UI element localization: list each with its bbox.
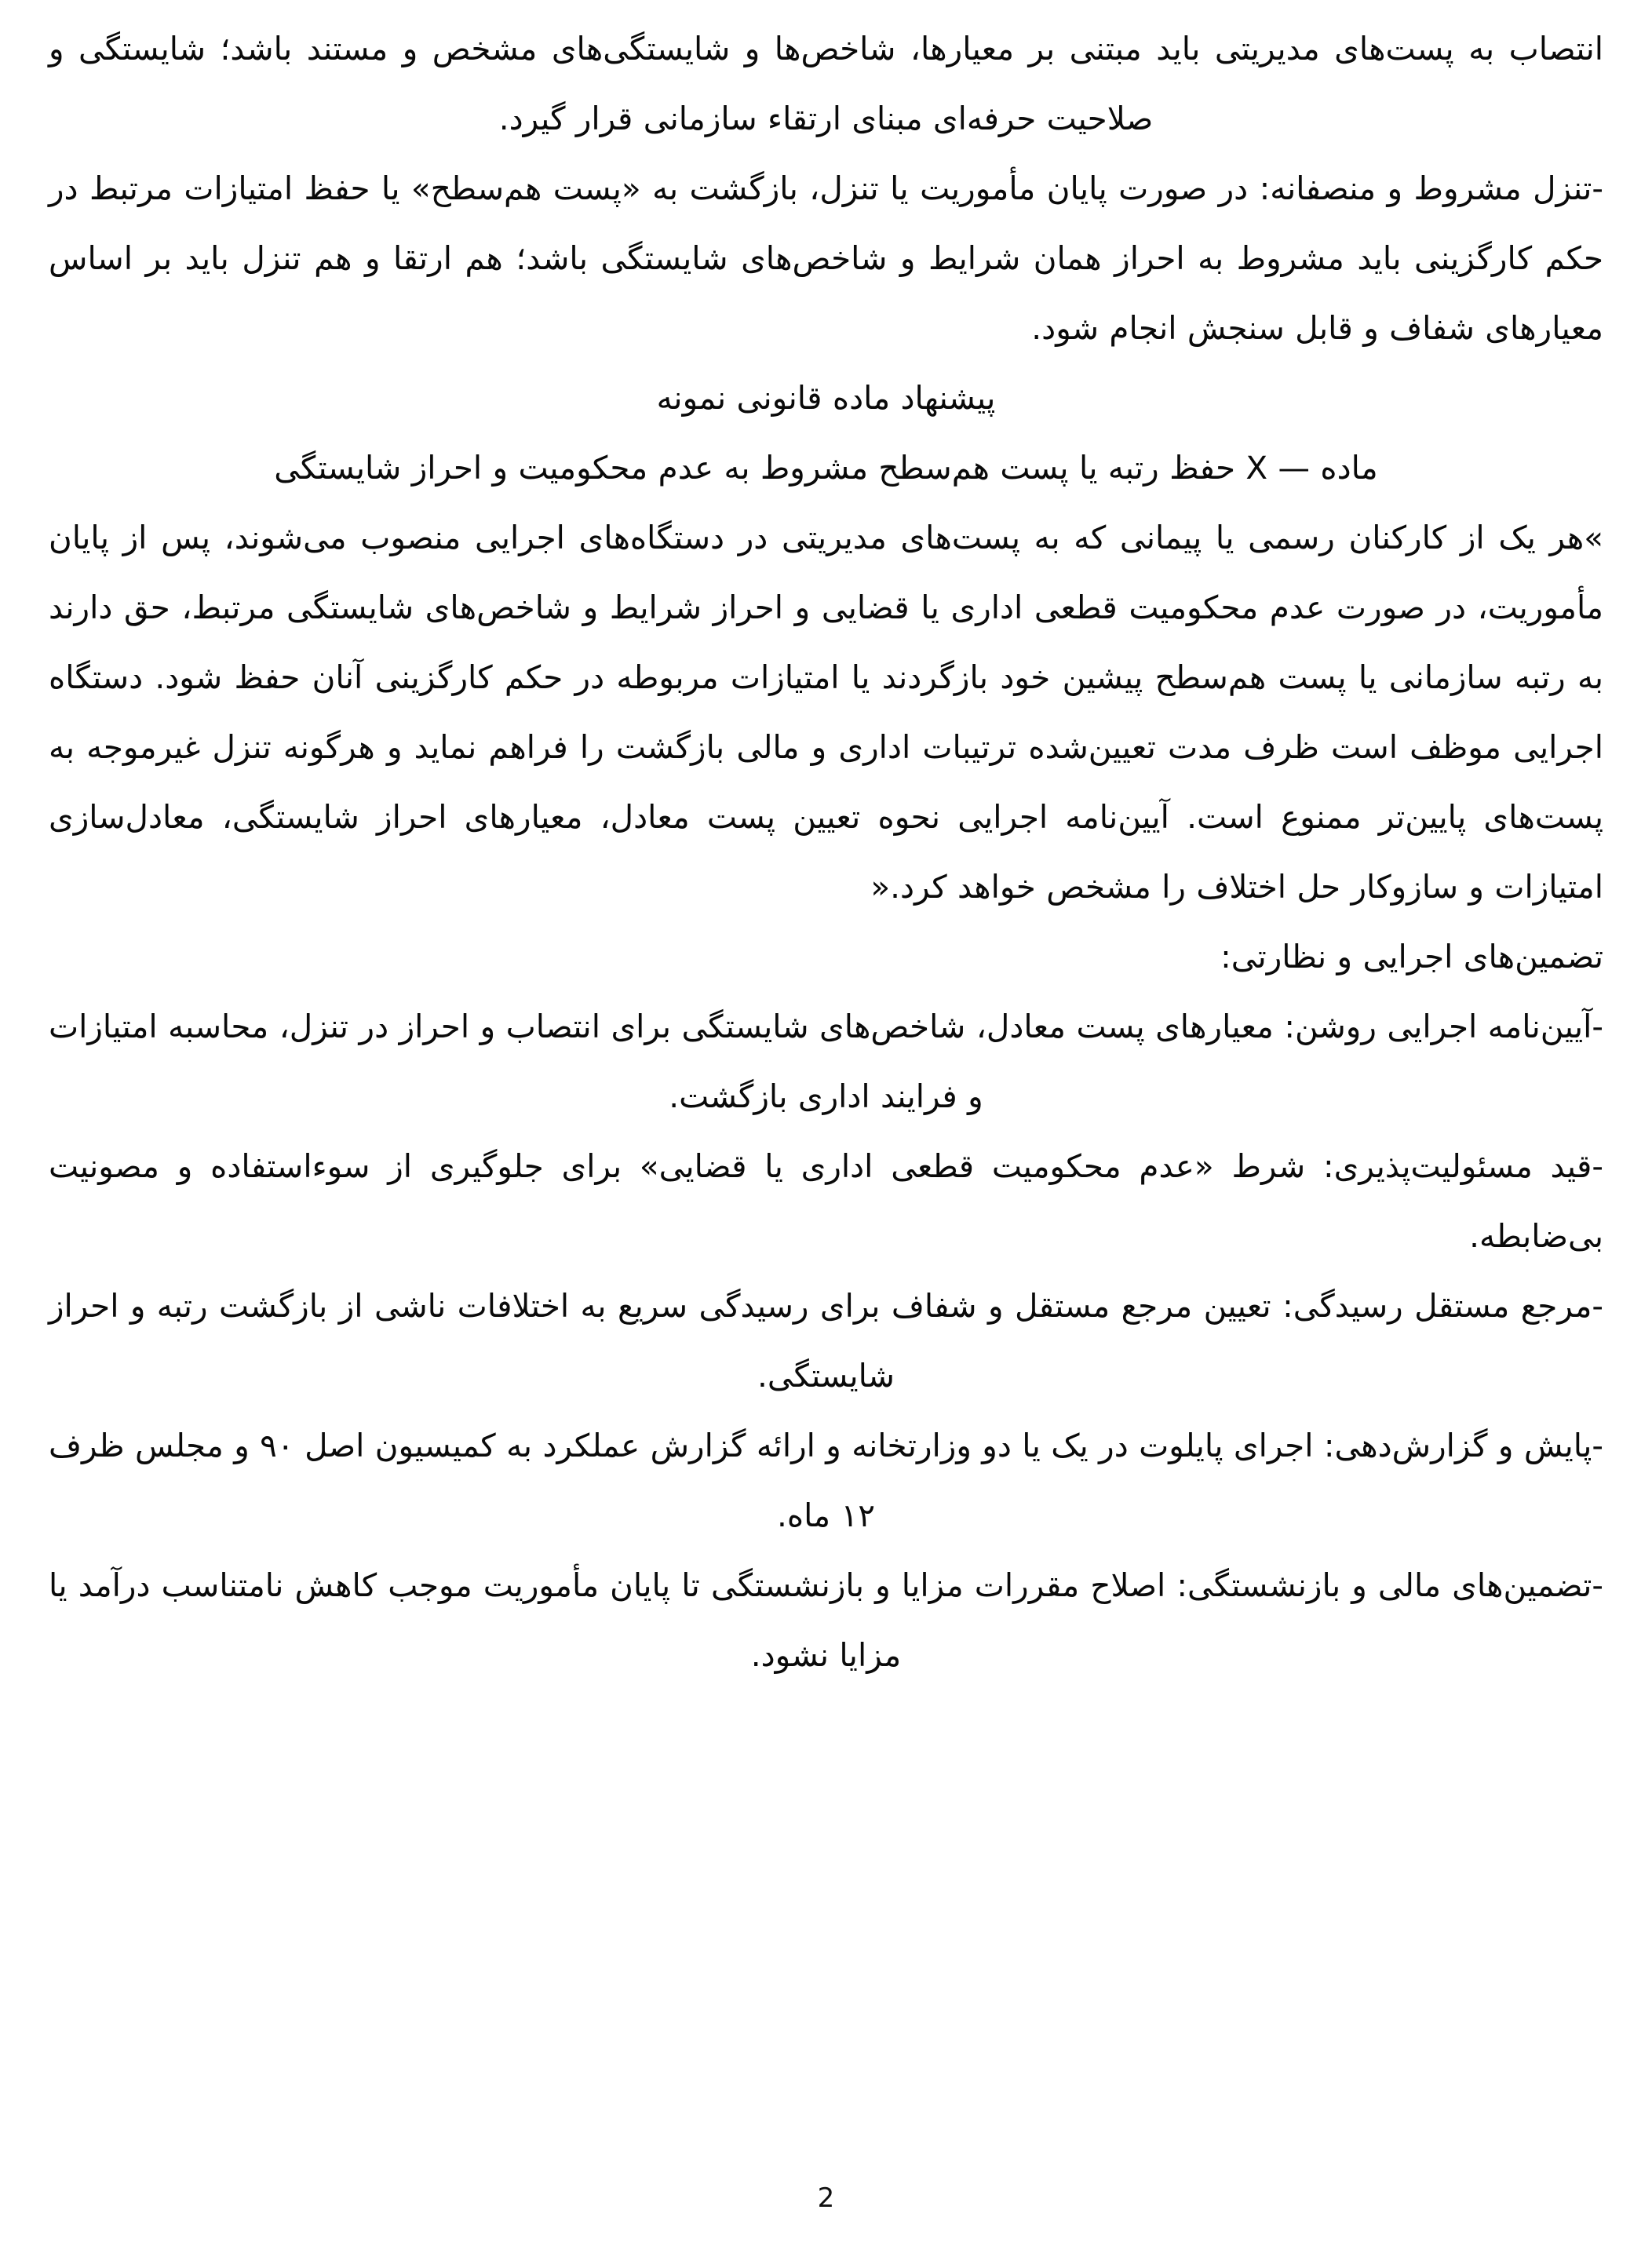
paragraph-guarantee-independent-review-body: -مرجع مستقل رسیدگی: تعیین مرجع مستقل و شفاف برای رسیدگی سریع به اختلافات ناشی از بازگشت رتبه و احراز شایستگی.	[49, 1287, 1603, 1395]
document-body	[49, 14, 1603, 1690]
article-number-placeholder: X	[1245, 449, 1268, 487]
page-number: 2	[817, 2182, 835, 2214]
article-label-prefix: ماده —	[1267, 449, 1378, 487]
paragraph-guarantee-financial-retirement: -تضمین‌های مالی و بازنشستگی: اصلاح مقررات مزایا و بازنشستگی تا پایان مأموریت موجب کاهش نامتناسب درآمد یا مزایا نشود.	[49, 1566, 1603, 1674]
heading-proposed-statutory-article: پیشنهاد ماده قانونی نمونه	[656, 379, 996, 417]
article-label-suffix: حفظ رتبه یا پست هم‌سطح مشروط به عدم محکومیت و احراز شایستگی	[274, 449, 1246, 487]
paragraph-guarantee-monitoring-reporting: -پایش و گزارش‌دهی: اجرای پایلوت در یک یا دو وزارتخانه و ارائه گزارش عملکرد به کمیسیون اصل ۹۰ و مجلس ظرف ۱۲ ماه.	[49, 1427, 1603, 1534]
paragraph-conditional-demotion: -تنزل مشروط و منصفانه: در صورت پایان مأموریت یا تنزل، بازگشت به «پست هم‌سطح» یا حفظ امتیازات مرتبط در حکم کارگزینی باید مشروط به احراز همان شرایط و شاخص‌های شایستگی باشد؛ هم ارتقا و هم تنزل باید بر اساس معیارهای شفاف و قابل سنجش انجام شود.	[49, 170, 1603, 347]
paragraph-guarantee-accountability-clause: -قید مسئولیت‌پذیری: شرط «عدم محکومیت قطعی اداری یا قضایی» برای جلوگیری از سوءاستفاده و مصونیت بی‌ضابطه.	[49, 1147, 1603, 1255]
heading-implementation-guarantees: تضمین‌های اجرایی و نظارتی:	[1220, 938, 1603, 975]
paragraph-guarantee-clear-bylaw: -آیین‌نامه اجرایی روشن: معیارهای پست معادل، شاخص‌های شایستگی برای انتصاب و احراز در تنزل، محاسبه امتیازات و فرایند اداری بازگشت.	[49, 1008, 1603, 1115]
article-heading	[49, 433, 1603, 503]
paragraph-appointment-criteria: انتصاب به پست‌های مدیریتی باید مبتنی بر معیارها، شاخص‌ها و شایستگی‌های مشخص و مستند باشد؛ شایستگی و صلاحیت حرفه‌ای مبنای ارتقاء سازمانی قرار گیرد.	[49, 30, 1603, 137]
paragraph-article-body-quote: »هر یک از کارکنان رسمی یا پیمانی که به پست‌های مدیریتی در دستگاه‌های اجرایی منصوب می‌شوند، پس از پایان مأموریت، در صورت عدم محکومیت قطعی اداری یا قضایی و احراز شرایط و شاخص‌های شایستگی مرتبط، حق دارند به رتبه سازمانی یا پست هم‌سطح پیشین خود بازگردند یا امتیازات مربوطه در حکم کارگزینی آنان حفظ شود. دستگاه اجرایی موظف است ظرف مدت تعیین‌شده ترتیبات اداری و مالی بازگشت را فراهم نماید و هرگونه تنزل غیرموجه به پست‌های پایین‌تر ممنوع است. آیین‌نامه اجرایی نحوه تعیین پست معادل، معیارهای احراز شایستگی، معادل‌سازی امتیازات و سازوکار حل اختلاف را مشخص خواهد کرد.«	[49, 519, 1603, 906]
